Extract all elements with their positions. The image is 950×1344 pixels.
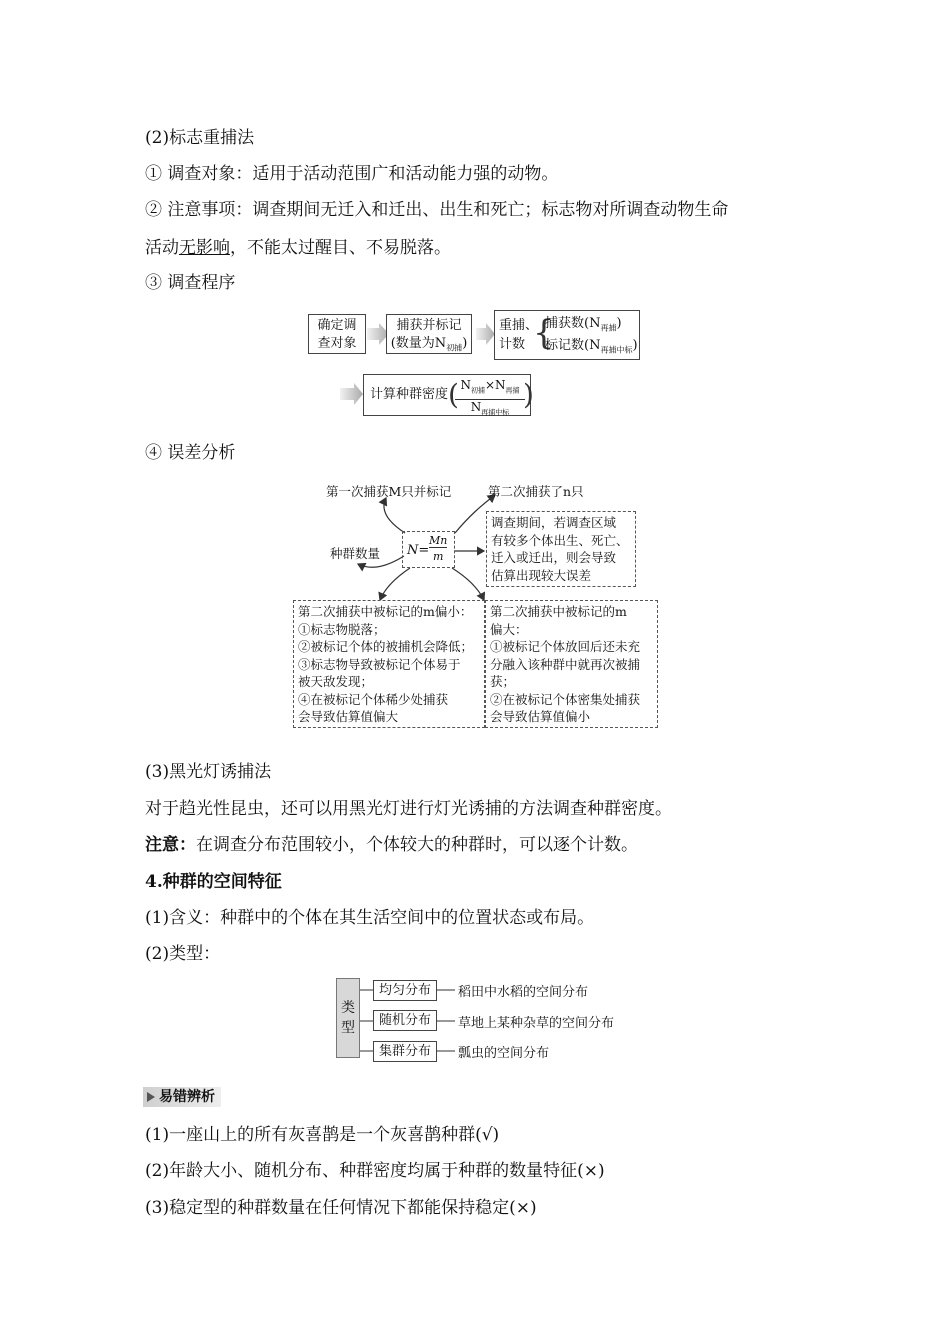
heading-blacklight: (3)黑光灯诱捕法 [145, 762, 272, 782]
types-root: 类 型 [336, 978, 360, 1058]
desc-uniform: 稻田中水稻的空间分布 [458, 985, 589, 1000]
type-clumped: 集群分布 [373, 1041, 437, 1062]
note-text: 在调查分布范围较小，个体较大的种群时，可以逐个计数。 [196, 835, 638, 855]
judgement-3: (3)稳定型的种群数量在任何情况下都能保持稳定(×) [145, 1198, 537, 1218]
judgement-1: (1)一座山上的所有灰喜鹊是一个灰喜鹊种群(√) [145, 1125, 500, 1145]
survey-object: ① 调查对象：适用于活动范围广和活动能力强的动物。 [145, 164, 559, 184]
box-determine-object: 确定调 查对象 [308, 314, 366, 354]
desc-clumped: 瓢虫的空间分布 [458, 1046, 550, 1061]
heading-mark-recapture: (2)标志重捕法 [145, 128, 255, 148]
note-box-m-small: 第二次捕获中被标记的m偏小： ①标志物脱落； ②被标记个体的被捕机会降低； ③标志物导致被标记个体易于 被天敌发现； ④在被标记个体稀少处捕获 会导致估算值偏大 [293, 600, 485, 728]
spatial-meaning: (1)含义：种群中的个体在其生活空间中的位置状态或布局。 [145, 908, 595, 928]
blacklight-desc: 对于趋光性昆虫，还可以用黑光灯进行灯光诱捕的方法调查种群密度。 [145, 799, 672, 819]
notes-line2-a: 活动 [145, 238, 179, 258]
error-heading: ④ 误差分析 [145, 443, 236, 463]
label-second-capture: 第二次捕获了n只 [488, 484, 584, 499]
label-first-capture: 第一次捕获M只并标记 [326, 484, 452, 499]
notes-line1: ② 注意事项：调查期间无迁入和迁出、出生和死亡；标志物对所调查动物生命 [145, 200, 729, 220]
label-population-size: 种群数量 [330, 546, 381, 561]
type-uniform: 均匀分布 [373, 980, 437, 1001]
box-recapture-count: 重捕、 计数 { 捕获数$(N_{再捕})$ 标记数$(N_{再捕中标})$ [494, 310, 640, 360]
box-capture-mark: 捕获并标记 (数量为$N_{初捕}$) [386, 314, 472, 354]
spatial-types: (2)类型： [145, 944, 221, 964]
section-tag-common-errors: 易错辨析 [143, 1087, 221, 1107]
note-label: 注意： [145, 835, 196, 855]
notes-line2-underline: 无影响 [179, 238, 230, 258]
notes-line2-b: ，不能太过醒目、不易脱落。 [230, 238, 451, 258]
formula-box: N= Mn m [402, 531, 455, 568]
type-random: 随机分布 [373, 1010, 437, 1031]
desc-random: 草地上某种杂草的空间分布 [458, 1016, 615, 1031]
note-box-right: 调查期间，若调查区域 有较多个体出生、死亡、 迁入或迁出，则会导致 估算出现较大误差 [486, 511, 636, 587]
judgement-2: (2)年龄大小、随机分布、种群密度均属于种群的数量特征(×) [145, 1161, 605, 1181]
note-box-m-large: 第二次捕获中被标记的m 偏大： ①被标记个体放回后还未充 分融入该种群中就再次被捕 获； ②在被标记个体密集处捕获 会导致估算值偏小 [485, 600, 658, 728]
box-calc-density: 计算种群密度 ( $N_{初捕}\times N_{再捕}$ $N_{再捕中标}$ ) [363, 374, 531, 416]
procedure-heading: ③ 调查程序 [145, 273, 236, 293]
heading-spatial: 4.种群的空间特征 [145, 872, 282, 892]
